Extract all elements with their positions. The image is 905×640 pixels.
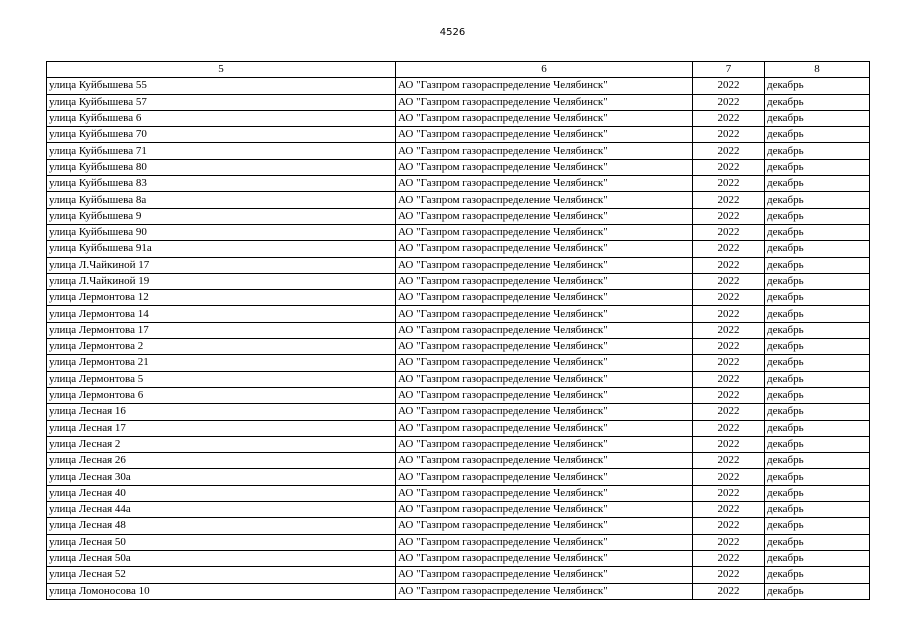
year-cell: 2022 — [693, 404, 765, 420]
organization-cell: АО "Газпром газораспределение Челябинск" — [396, 143, 693, 159]
address-cell: улица Лесная 26 — [47, 453, 396, 469]
address-cell: улица Лесная 17 — [47, 420, 396, 436]
year-cell: 2022 — [693, 110, 765, 126]
organization-cell: АО "Газпром газораспределение Челябинск" — [396, 257, 693, 273]
year-cell: 2022 — [693, 502, 765, 518]
month-cell: декабрь — [765, 339, 870, 355]
organization-cell: АО "Газпром газораспределение Челябинск" — [396, 192, 693, 208]
year-cell: 2022 — [693, 583, 765, 599]
table-row — [47, 534, 870, 550]
table-header-row — [47, 62, 870, 78]
table-row — [47, 339, 870, 355]
table-row — [47, 567, 870, 583]
address-cell: улица Лесная 2 — [47, 436, 396, 452]
address-cell: улица Лесная 44а — [47, 502, 396, 518]
month-cell: декабрь — [765, 257, 870, 273]
year-cell: 2022 — [693, 322, 765, 338]
year-cell: 2022 — [693, 453, 765, 469]
address-cell: улица Лермонтова 12 — [47, 290, 396, 306]
address-cell: улица Куйбышева 55 — [47, 78, 396, 94]
organization-cell: АО "Газпром газораспределение Челябинск" — [396, 567, 693, 583]
year-cell: 2022 — [693, 273, 765, 289]
address-cell: улица Лесная 50а — [47, 550, 396, 566]
table-row — [47, 94, 870, 110]
address-cell: улица Лесная 52 — [47, 567, 396, 583]
table-row — [47, 436, 870, 452]
address-cell: улица Лермонтова 21 — [47, 355, 396, 371]
address-cell: улица Лесная 50 — [47, 534, 396, 550]
month-cell: декабрь — [765, 127, 870, 143]
page-number: 4526 — [439, 27, 466, 38]
organization-cell: АО "Газпром газораспределение Челябинск" — [396, 355, 693, 371]
organization-cell: АО "Газпром газораспределение Челябинск" — [396, 159, 693, 175]
address-cell: улица Куйбышева 9 — [47, 208, 396, 224]
address-cell: улица Лермонтова 5 — [47, 371, 396, 387]
address-cell: улица Куйбышева 70 — [47, 127, 396, 143]
table-row — [47, 127, 870, 143]
table-row — [47, 306, 870, 322]
organization-cell: АО "Газпром газораспределение Челябинск" — [396, 550, 693, 566]
year-cell: 2022 — [693, 518, 765, 534]
organization-cell: АО "Газпром газораспределение Челябинск" — [396, 224, 693, 240]
column-header: 7 — [693, 62, 765, 78]
month-cell: декабрь — [765, 176, 870, 192]
year-cell: 2022 — [693, 257, 765, 273]
year-cell: 2022 — [693, 436, 765, 452]
address-cell: улица Лермонтова 14 — [47, 306, 396, 322]
organization-cell: АО "Газпром газораспределение Челябинск" — [396, 420, 693, 436]
table-row — [47, 208, 870, 224]
year-cell: 2022 — [693, 224, 765, 240]
column-header: 5 — [47, 62, 396, 78]
year-cell: 2022 — [693, 485, 765, 501]
month-cell: декабрь — [765, 534, 870, 550]
table-row — [47, 518, 870, 534]
address-cell: улица Лесная 40 — [47, 485, 396, 501]
year-cell: 2022 — [693, 290, 765, 306]
year-cell: 2022 — [693, 143, 765, 159]
address-cell: улица Лермонтова 2 — [47, 339, 396, 355]
address-cell: улица Куйбышева 8а — [47, 192, 396, 208]
month-cell: декабрь — [765, 518, 870, 534]
month-cell: декабрь — [765, 485, 870, 501]
table-row — [47, 273, 870, 289]
month-cell: декабрь — [765, 273, 870, 289]
organization-cell: АО "Газпром газораспределение Челябинск" — [396, 208, 693, 224]
organization-cell: АО "Газпром газораспределение Челябинск" — [396, 339, 693, 355]
address-cell: улица Лесная 30а — [47, 469, 396, 485]
organization-cell: АО "Газпром газораспределение Челябинск" — [396, 404, 693, 420]
table-row — [47, 143, 870, 159]
organization-cell: АО "Газпром газораспределение Челябинск" — [396, 322, 693, 338]
year-cell: 2022 — [693, 241, 765, 257]
table-row — [47, 502, 870, 518]
address-cell: улица Лермонтова 17 — [47, 322, 396, 338]
organization-cell: АО "Газпром газораспределение Челябинск" — [396, 387, 693, 403]
month-cell: декабрь — [765, 355, 870, 371]
organization-cell: АО "Газпром газораспределение Челябинск" — [396, 94, 693, 110]
address-cell: улица Куйбышева 91а — [47, 241, 396, 257]
month-cell: декабрь — [765, 550, 870, 566]
organization-cell: АО "Газпром газораспределение Челябинск" — [396, 583, 693, 599]
table-body — [47, 78, 870, 600]
month-cell: декабрь — [765, 583, 870, 599]
organization-cell: АО "Газпром газораспределение Челябинск" — [396, 371, 693, 387]
year-cell: 2022 — [693, 420, 765, 436]
address-cell: улица Лесная 48 — [47, 518, 396, 534]
month-cell: декабрь — [765, 241, 870, 257]
year-cell: 2022 — [693, 78, 765, 94]
month-cell: декабрь — [765, 306, 870, 322]
organization-cell: АО "Газпром газораспределение Челябинск" — [396, 241, 693, 257]
organization-cell: АО "Газпром газораспределение Челябинск" — [396, 534, 693, 550]
address-cell: улица Куйбышева 57 — [47, 94, 396, 110]
month-cell: декабрь — [765, 159, 870, 175]
schedule-table — [46, 61, 870, 600]
table-row — [47, 257, 870, 273]
year-cell: 2022 — [693, 387, 765, 403]
address-cell: улица Куйбышева 80 — [47, 159, 396, 175]
table-row — [47, 550, 870, 566]
organization-cell: АО "Газпром газораспределение Челябинск" — [396, 453, 693, 469]
organization-cell: АО "Газпром газораспределение Челябинск" — [396, 502, 693, 518]
month-cell: декабрь — [765, 192, 870, 208]
address-cell: улица Лесная 16 — [47, 404, 396, 420]
month-cell: декабрь — [765, 436, 870, 452]
table-row — [47, 469, 870, 485]
column-header: 8 — [765, 62, 870, 78]
address-cell: улица Куйбышева 83 — [47, 176, 396, 192]
month-cell: декабрь — [765, 469, 870, 485]
organization-cell: АО "Газпром газораспределение Челябинск" — [396, 469, 693, 485]
year-cell: 2022 — [693, 371, 765, 387]
table-row — [47, 241, 870, 257]
year-cell: 2022 — [693, 192, 765, 208]
table-row — [47, 110, 870, 126]
month-cell: декабрь — [765, 453, 870, 469]
table-row — [47, 159, 870, 175]
month-cell: декабрь — [765, 224, 870, 240]
month-cell: декабрь — [765, 94, 870, 110]
year-cell: 2022 — [693, 355, 765, 371]
table-row — [47, 420, 870, 436]
organization-cell: АО "Газпром газораспределение Челябинск" — [396, 436, 693, 452]
organization-cell: АО "Газпром газораспределение Челябинск" — [396, 110, 693, 126]
table-row — [47, 485, 870, 501]
address-cell: улица Куйбышева 6 — [47, 110, 396, 126]
year-cell: 2022 — [693, 306, 765, 322]
year-cell: 2022 — [693, 339, 765, 355]
table-row — [47, 322, 870, 338]
year-cell: 2022 — [693, 534, 765, 550]
table-row — [47, 78, 870, 94]
year-cell: 2022 — [693, 469, 765, 485]
organization-cell: АО "Газпром газораспределение Челябинск" — [396, 273, 693, 289]
table-row — [47, 224, 870, 240]
table-row — [47, 192, 870, 208]
month-cell: декабрь — [765, 78, 870, 94]
organization-cell: АО "Газпром газораспределение Челябинск" — [396, 306, 693, 322]
month-cell: декабрь — [765, 420, 870, 436]
month-cell: декабрь — [765, 371, 870, 387]
column-header: 6 — [396, 62, 693, 78]
year-cell: 2022 — [693, 159, 765, 175]
table-row — [47, 371, 870, 387]
year-cell: 2022 — [693, 550, 765, 566]
organization-cell: АО "Газпром газораспределение Челябинск" — [396, 176, 693, 192]
address-cell: улица Куйбышева 71 — [47, 143, 396, 159]
address-cell: улица Лермонтова 6 — [47, 387, 396, 403]
year-cell: 2022 — [693, 94, 765, 110]
year-cell: 2022 — [693, 176, 765, 192]
table-row — [47, 583, 870, 599]
month-cell: декабрь — [765, 567, 870, 583]
month-cell: декабрь — [765, 502, 870, 518]
table-row — [47, 290, 870, 306]
address-cell: улица Ломоносова 10 — [47, 583, 396, 599]
organization-cell: АО "Газпром газораспределение Челябинск" — [396, 127, 693, 143]
month-cell: декабрь — [765, 404, 870, 420]
year-cell: 2022 — [693, 208, 765, 224]
month-cell: декабрь — [765, 110, 870, 126]
table-row — [47, 453, 870, 469]
year-cell: 2022 — [693, 127, 765, 143]
month-cell: декабрь — [765, 290, 870, 306]
table-row — [47, 404, 870, 420]
organization-cell: АО "Газпром газораспределение Челябинск" — [396, 518, 693, 534]
month-cell: декабрь — [765, 143, 870, 159]
month-cell: декабрь — [765, 387, 870, 403]
table-row — [47, 355, 870, 371]
table-row — [47, 387, 870, 403]
address-cell: улица Л.Чайкиной 17 — [47, 257, 396, 273]
address-cell: улица Куйбышева 90 — [47, 224, 396, 240]
organization-cell: АО "Газпром газораспределение Челябинск" — [396, 290, 693, 306]
month-cell: декабрь — [765, 322, 870, 338]
organization-cell: АО "Газпром газораспределение Челябинск" — [396, 78, 693, 94]
organization-cell: АО "Газпром газораспределение Челябинск" — [396, 485, 693, 501]
table-row — [47, 176, 870, 192]
address-cell: улица Л.Чайкиной 19 — [47, 273, 396, 289]
month-cell: декабрь — [765, 208, 870, 224]
year-cell: 2022 — [693, 567, 765, 583]
